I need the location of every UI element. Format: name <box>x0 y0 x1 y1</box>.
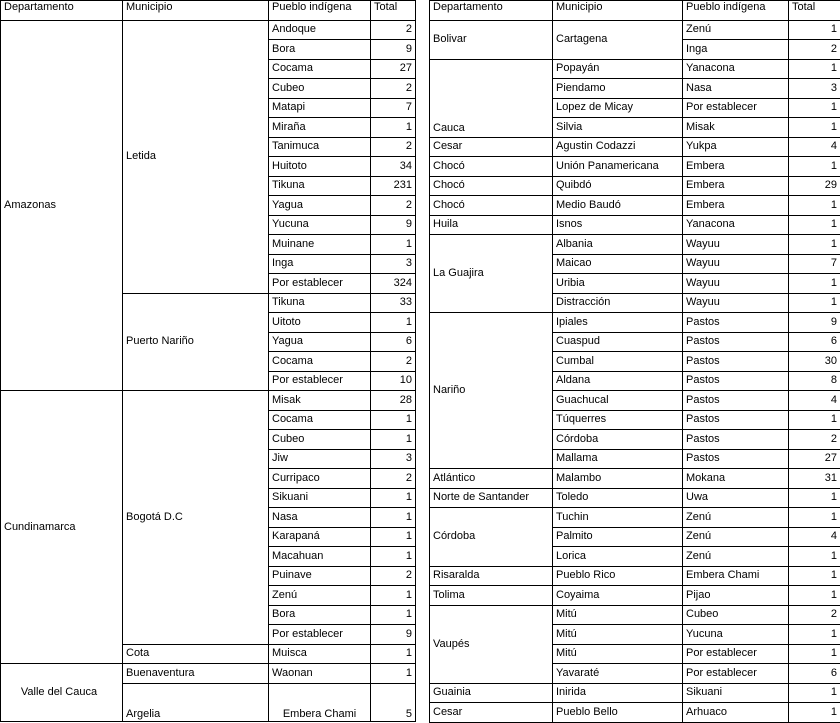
pueblo-cell: Pastos <box>683 352 789 372</box>
departamento-cell: Chocó <box>430 196 553 216</box>
pueblo-cell: Tikuna <box>269 176 371 196</box>
municipio-cell: Medio Baudó <box>553 196 683 216</box>
total-cell: 324 <box>371 274 416 294</box>
municipio-cell: Mallama <box>553 449 683 469</box>
pueblo-cell: Pastos <box>683 371 789 391</box>
total-cell: 1 <box>371 527 416 547</box>
municipio-cell: Lorica <box>553 547 683 567</box>
total-cell: 1 <box>789 274 840 294</box>
pueblo-cell: Tanimuca <box>269 137 371 157</box>
total-cell: 2 <box>789 605 840 625</box>
municipio-cell: Ipiales <box>553 313 683 333</box>
total-cell: 1 <box>789 215 840 235</box>
pueblo-cell: Embera <box>683 196 789 216</box>
total-cell: 9 <box>371 215 416 235</box>
total-cell: 4 <box>789 527 840 547</box>
total-cell: 1 <box>371 313 416 333</box>
pueblo-cell: Wayuu <box>683 254 789 274</box>
total-cell: 1 <box>789 59 840 79</box>
total-cell: 7 <box>789 254 840 274</box>
total-cell: 5 <box>371 683 416 721</box>
municipio-cell: Distracción <box>553 293 683 313</box>
pueblo-cell: Zenú <box>683 508 789 528</box>
total-cell: 1 <box>789 293 840 313</box>
pueblo-cell: Por establecer <box>683 644 789 664</box>
pueblo-cell: Yukpa <box>683 137 789 157</box>
pueblo-cell: Zenú <box>683 20 789 40</box>
table-row <box>430 508 840 528</box>
table-header-row <box>1 1 416 21</box>
departamento-cell: La Guajira <box>430 235 553 313</box>
municipio-cell: Puerto Nariño <box>123 293 269 391</box>
pueblo-cell: Mokana <box>683 469 789 489</box>
municipio-cell: Maicao <box>553 254 683 274</box>
pueblo-cell: Por establecer <box>269 274 371 294</box>
pueblo-cell: Misak <box>683 118 789 138</box>
total-cell: 1 <box>789 547 840 567</box>
pueblo-cell: Por establecer <box>269 625 371 645</box>
municipio-cell: Quibdó <box>553 176 683 196</box>
pueblo-cell: Yanacona <box>683 215 789 235</box>
total-cell: 2 <box>371 196 416 216</box>
municipio-cell: Mitú <box>553 605 683 625</box>
total-cell: 8 <box>789 371 840 391</box>
pueblo-cell: Wayuu <box>683 293 789 313</box>
municipio-cell: Piendamo <box>553 79 683 99</box>
table-row <box>430 313 840 333</box>
pueblo-cell: Cubeo <box>683 605 789 625</box>
municipio-cell: Cota <box>123 644 269 664</box>
total-cell: 1 <box>789 703 840 723</box>
total-cell: 2 <box>371 469 416 489</box>
total-cell: 1 <box>789 586 840 606</box>
municipio-cell: Unión Panamericana <box>553 157 683 177</box>
total-cell: 3 <box>789 79 840 99</box>
table-row <box>430 469 840 489</box>
pueblo-cell: Jiw <box>269 449 371 469</box>
total-cell: 30 <box>789 352 840 372</box>
total-cell: 2 <box>789 40 840 60</box>
table-row <box>430 605 840 625</box>
departamento-cell: Vaupés <box>430 605 553 683</box>
total-cell: 4 <box>789 391 840 411</box>
departamento-cell: Amazonas <box>1 20 123 391</box>
municipio-cell: Malambo <box>553 469 683 489</box>
total-cell: 33 <box>371 293 416 313</box>
table-row <box>430 196 840 216</box>
pueblo-cell: Miraña <box>269 118 371 138</box>
pueblo-cell: Embera <box>683 176 789 196</box>
pueblo-cell: Curripaco <box>269 469 371 489</box>
municipio-cell: Bogotá D.C <box>123 391 269 645</box>
total-cell: 1 <box>789 98 840 118</box>
departamento-cell: Bolivar <box>430 20 553 59</box>
table-row <box>430 566 840 586</box>
pueblo-cell: Por establecer <box>683 664 789 684</box>
total-cell: 1 <box>371 547 416 567</box>
pueblo-cell: Embera Chami <box>683 566 789 586</box>
departamento-cell: Cauca <box>430 59 553 137</box>
pueblo-cell: Puinave <box>269 566 371 586</box>
total-cell: 231 <box>371 176 416 196</box>
pueblo-cell: Matapi <box>269 98 371 118</box>
total-cell: 27 <box>371 59 416 79</box>
header-municipio: Municipio <box>553 1 683 21</box>
pueblo-cell: Arhuaco <box>683 703 789 723</box>
total-cell: 1 <box>789 20 840 40</box>
total-cell: 34 <box>371 157 416 177</box>
right-data-table <box>429 0 840 723</box>
pueblo-cell: Cocama <box>269 59 371 79</box>
municipio-cell: Silvia <box>553 118 683 138</box>
total-cell: 1 <box>789 644 840 664</box>
total-cell: 2 <box>371 79 416 99</box>
departamento-cell: Norte de Santander <box>430 488 553 508</box>
header-municipio: Municipio <box>123 1 269 21</box>
total-cell: 9 <box>371 625 416 645</box>
pueblo-cell: Uitoto <box>269 313 371 333</box>
pueblo-cell: Macahuan <box>269 547 371 567</box>
pueblo-cell: Zenú <box>683 527 789 547</box>
municipio-cell: Cartagena <box>553 20 683 59</box>
total-cell: 1 <box>371 488 416 508</box>
municipio-cell: Túquerres <box>553 410 683 430</box>
table-row <box>1 391 416 411</box>
total-cell: 1 <box>371 644 416 664</box>
table-row <box>430 59 840 79</box>
total-cell: 1 <box>371 118 416 138</box>
departamento-cell: Tolima <box>430 586 553 606</box>
pueblo-cell: Zenú <box>269 586 371 606</box>
total-cell: 2 <box>371 566 416 586</box>
total-cell: 3 <box>371 449 416 469</box>
municipio-cell: Buenaventura <box>123 664 269 684</box>
total-cell: 1 <box>371 664 416 684</box>
pueblo-cell: Bora <box>269 40 371 60</box>
pueblo-cell: Embera Chami <box>269 683 371 721</box>
total-cell: 2 <box>371 352 416 372</box>
departamento-cell: Nariño <box>430 313 553 469</box>
total-cell: 7 <box>371 98 416 118</box>
total-cell: 1 <box>789 410 840 430</box>
table-row <box>430 488 840 508</box>
total-cell: 1 <box>371 508 416 528</box>
pueblo-cell: Cocama <box>269 410 371 430</box>
municipio-cell: Tuchin <box>553 508 683 528</box>
total-cell: 1 <box>789 235 840 255</box>
municipio-cell: Toledo <box>553 488 683 508</box>
total-cell: 1 <box>789 196 840 216</box>
pueblo-cell: Sikuani <box>269 488 371 508</box>
municipio-cell: Pueblo Bello <box>553 703 683 723</box>
total-cell: 1 <box>371 410 416 430</box>
total-cell: 2 <box>371 20 416 40</box>
municipio-cell: Isnos <box>553 215 683 235</box>
pueblo-cell: Huitoto <box>269 157 371 177</box>
table-row <box>430 215 840 235</box>
total-cell: 1 <box>789 488 840 508</box>
table-row <box>430 235 840 255</box>
total-cell: 1 <box>371 586 416 606</box>
departamento-cell: Risaralda <box>430 566 553 586</box>
municipio-cell: Albania <box>553 235 683 255</box>
departamento-cell: Chocó <box>430 157 553 177</box>
pueblo-cell: Wayuu <box>683 274 789 294</box>
header-total: Total <box>371 1 416 21</box>
total-cell: 1 <box>789 157 840 177</box>
pueblo-cell: Por establecer <box>269 371 371 391</box>
header-pueblo: Pueblo indígena <box>269 1 371 21</box>
total-cell: 4 <box>789 137 840 157</box>
pueblo-cell: Bora <box>269 605 371 625</box>
table-header-row <box>430 1 840 21</box>
total-cell: 1 <box>371 605 416 625</box>
departamento-cell: Huila <box>430 215 553 235</box>
municipio-cell: Argelia <box>123 683 269 721</box>
table-row <box>430 586 840 606</box>
departamento-cell: Cundinamarca <box>1 391 123 664</box>
pueblo-cell: Wayuu <box>683 235 789 255</box>
pueblo-cell: Yagua <box>269 332 371 352</box>
pueblo-cell: Sikuani <box>683 683 789 703</box>
table-row <box>430 157 840 177</box>
total-cell: 1 <box>789 118 840 138</box>
total-cell: 9 <box>371 40 416 60</box>
pueblo-cell: Cubeo <box>269 430 371 450</box>
municipio-cell: Palmito <box>553 527 683 547</box>
departamento-cell: Cesar <box>430 703 553 723</box>
departamento-cell: Cesar <box>430 137 553 157</box>
total-cell: 6 <box>789 332 840 352</box>
table-row <box>430 683 840 703</box>
total-cell: 1 <box>789 625 840 645</box>
pueblo-cell: Pastos <box>683 391 789 411</box>
pueblo-cell: Cubeo <box>269 79 371 99</box>
table-row <box>430 703 840 723</box>
pueblo-cell: Inga <box>269 254 371 274</box>
pueblo-cell: Embera <box>683 157 789 177</box>
pueblo-cell: Por establecer <box>683 98 789 118</box>
departamento-cell: Valle del Cauca <box>1 664 123 722</box>
pueblo-cell: Uwa <box>683 488 789 508</box>
municipio-cell: Popayán <box>553 59 683 79</box>
municipio-cell: Mitú <box>553 625 683 645</box>
municipio-cell: Mitú <box>553 644 683 664</box>
pueblo-cell: Muisca <box>269 644 371 664</box>
total-cell: 9 <box>789 313 840 333</box>
municipio-cell: Cuaspud <box>553 332 683 352</box>
header-departamento: Departamento <box>1 1 123 21</box>
header-total: Total <box>789 1 840 21</box>
pueblo-cell: Andoque <box>269 20 371 40</box>
table-row <box>430 137 840 157</box>
municipio-cell: Yavaraté <box>553 664 683 684</box>
pueblo-cell: Misak <box>269 391 371 411</box>
total-cell: 1 <box>789 566 840 586</box>
header-departamento: Departamento <box>430 1 553 21</box>
pueblo-cell: Waonan <box>269 664 371 684</box>
right-table-body <box>430 20 840 722</box>
table-row <box>430 176 840 196</box>
pueblo-cell: Pijao <box>683 586 789 606</box>
pueblo-cell: Yanacona <box>683 59 789 79</box>
total-cell: 2 <box>789 430 840 450</box>
pueblo-cell: Inga <box>683 40 789 60</box>
municipio-cell: Coyaima <box>553 586 683 606</box>
total-cell: 1 <box>789 683 840 703</box>
total-cell: 29 <box>789 176 840 196</box>
header-pueblo: Pueblo indígena <box>683 1 789 21</box>
municipio-cell: Aldana <box>553 371 683 391</box>
left-data-table <box>0 0 416 722</box>
pueblo-cell: Pastos <box>683 332 789 352</box>
departamento-cell: Córdoba <box>430 508 553 567</box>
total-cell: 31 <box>789 469 840 489</box>
total-cell: 27 <box>789 449 840 469</box>
municipio-cell: Uribia <box>553 274 683 294</box>
pueblo-cell: Nasa <box>269 508 371 528</box>
pueblo-cell: Muinane <box>269 235 371 255</box>
table-row <box>430 20 840 40</box>
pueblo-cell: Yucuna <box>269 215 371 235</box>
pueblo-cell: Pastos <box>683 449 789 469</box>
pueblo-cell: Pastos <box>683 430 789 450</box>
total-cell: 1 <box>789 508 840 528</box>
pueblo-cell: Tikuna <box>269 293 371 313</box>
municipio-cell: Cumbal <box>553 352 683 372</box>
total-cell: 6 <box>789 664 840 684</box>
pueblo-cell: Pastos <box>683 410 789 430</box>
pueblo-cell: Zenú <box>683 547 789 567</box>
municipio-cell: Agustin Codazzi <box>553 137 683 157</box>
total-cell: 3 <box>371 254 416 274</box>
left-table-body <box>1 20 416 721</box>
total-cell: 6 <box>371 332 416 352</box>
total-cell: 28 <box>371 391 416 411</box>
departamento-cell: Guainia <box>430 683 553 703</box>
municipio-cell: Letida <box>123 20 269 293</box>
total-cell: 1 <box>371 430 416 450</box>
departamento-cell: Atlántico <box>430 469 553 489</box>
municipio-cell: Inirida <box>553 683 683 703</box>
municipio-cell: Guachucal <box>553 391 683 411</box>
pueblo-cell: Yagua <box>269 196 371 216</box>
municipio-cell: Córdoba <box>553 430 683 450</box>
pueblo-cell: Karapaná <box>269 527 371 547</box>
municipio-cell: Pueblo Rico <box>553 566 683 586</box>
total-cell: 10 <box>371 371 416 391</box>
table-row <box>1 20 416 40</box>
pueblo-cell: Cocama <box>269 352 371 372</box>
pueblo-cell: Pastos <box>683 313 789 333</box>
total-cell: 2 <box>371 137 416 157</box>
pueblo-cell: Nasa <box>683 79 789 99</box>
municipio-cell: Lopez de Micay <box>553 98 683 118</box>
pueblo-cell: Yucuna <box>683 625 789 645</box>
departamento-cell: Chocó <box>430 176 553 196</box>
table-row <box>1 664 416 684</box>
total-cell: 1 <box>371 235 416 255</box>
